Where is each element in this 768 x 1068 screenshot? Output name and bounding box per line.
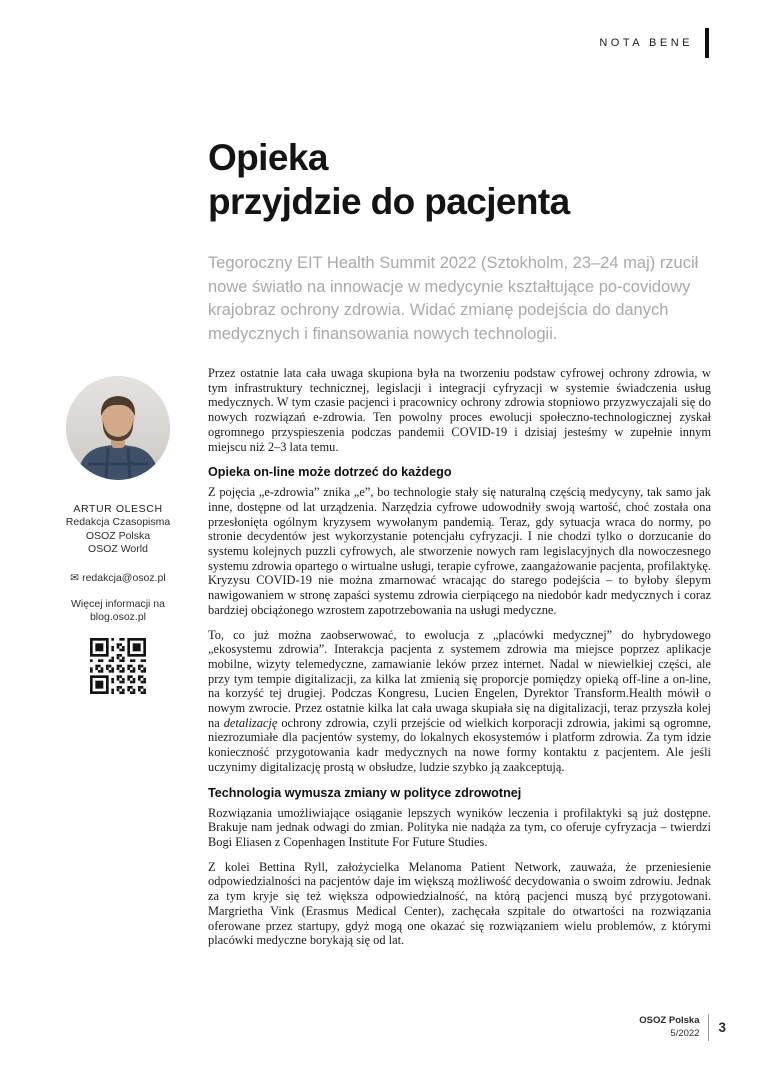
article-title-line2: przyjdzie do pacjenta (208, 181, 570, 222)
author-sidebar (40, 376, 196, 694)
page-footer (639, 1014, 726, 1041)
subheading-health-policy: Technologia wymusza zmiany w polityce zdrowotnej (208, 785, 522, 800)
paragraph-ehealth: Z pojęcia „e-zdrowia” znika „e”, bo technologie stały się naturalną częścią medycyny, tak samo jak inne, dostępne od lat urządzenia. Narzędzia cyfrowe udowodniły swoją wartość, choć została ona przesłonięta ogólnym kryzysem wywołanym pandemią. Teraz, gdy sytuacja wraca do normy, po stronie decydentów jest wykorzystanie potencjału cyfryzacji. I nie chodzi tylko o dorzucanie do systemu kolejnych puzzli cyfrowych, ale stworzenie nowych ram legislacyjnych dla nowoczesnego systemu zdrowia opartego o wirtualne usługi, terapie cyfrowe, zaangażowanie pacjenta, profilaktykę. Kryzysu COVID-19 nie można zmarnować wracając do starego podejścia – to byłoby ślepym nawigowaniem w stronę zapaści systemu zdrowia cierpiącego na niedobór kadr medycznych i coraz bardziej obciążonego wzrostem zapotrzebowania na usługi medyczne. (208, 485, 711, 617)
author-name: ARTUR OLESCH (73, 503, 163, 515)
subheading-online-care: Opieka on-line może dotrzeć do każdego (208, 465, 452, 480)
paragraph-text: ochrony zdrowia, czyli przejście od wielkich korporacji zdrowia, jakimi są ogromne, niezrozumiałe dla pacjentów systemy, do lokalnych ekosystemów i platform zdrowia. Za tym idzie konieczność przygotowania kadr medycznych na nowe formy kontaktu z pacjentem. Ale jeśli uczynimy digitalizację prostą w obsłudze, ludzie szybko ją zaakceptują. (208, 715, 712, 774)
qr-code (90, 638, 146, 694)
author-photo-illustration (66, 376, 170, 480)
envelope-icon: ✉ (70, 571, 80, 584)
article-lead: Tegoroczny EIT Health Summit 2022 (Sztokholm, 23–24 maj) rzucił nowe światło na innowacje w medycynie kształtujące po-covidowy krajobraz ochrony zdrowia. Widać zmianę podejścia do danych medycznych i finansowania nowych technologii. (208, 254, 699, 343)
footer-meta (639, 1015, 699, 1040)
article-body (208, 366, 711, 958)
author-photo (66, 376, 170, 480)
issue-number: 5/2022 (670, 1027, 700, 1039)
paragraph-ecosystem (208, 628, 711, 775)
page-number: 3 (718, 1020, 726, 1035)
paragraph-text: To, co już można zaobserwować, to ewolucja z „placówki medycznej” do hybrydowego „ekosystemu zdrowia”. Interakcja pacjenta z systemem zdrowia ma miejsce poprzez aplikacje mobilne, wizyty telemedyczne, zamawianie leków przez internet. Nadal w niewielkiej części, ale przy tym tempie digitalizacji, za kilka lat zmienią się proporcje pomiędzy opieką off-line a on-line, na korzyść tej drugiej. Podczas Kongresu, Lucien Engelen, Dyrektor Transform.Health mówił o nowym zwrocie. Przez ostatnie kilka lat cała uwaga skupiała się na digitalizacji, teraz przyszła kolej na (208, 627, 711, 730)
author-org-1: OSOZ Polska (85, 529, 151, 542)
section-label (599, 28, 709, 58)
italic-term: detalizację (223, 715, 278, 730)
magazine-name: OSOZ Polska (639, 1015, 700, 1026)
article-title-line1: Opieka (208, 137, 328, 178)
author-email-row (40, 572, 196, 584)
paragraph-intro: Przez ostatnie lata cała uwaga skupiona była na tworzeniu podstaw cyfrowej ochrony zdrowia, w tym infrastruktury technicznej, legislacji i integracji cyfryzacji w systemie świadczenia usług medycznych. W tym czasie pacjenci i pracownicy ochrony zdrowia stopniowo przyzwyczajali się do nowych rozwiązań e-zdrowia. Ten powolny proces ewolucji społeczno-technologicznej zyskał ogromnego przyspieszenia podczas pandemii COVID-19 i dzisiaj jesteśmy w zupełnie innym miejscu niż 2–3 lata temu. (208, 366, 711, 454)
footer-divider (708, 1014, 709, 1041)
more-info-text: Więcej informacji na (71, 597, 165, 610)
author-email-link[interactable]: redakcja@osoz.pl (82, 571, 166, 584)
paragraph-policy: Rozwiązania umożliwiające osiąganie lepszych wyników leczenia i profilaktyki są już dostępne. Brakuje nam jednak odwagi do zmian. Polityka nie nadąża za tym, co oferuje cyfryzacja – twierdzi Bogi Eliasen z Copenhagen Institute For Future Studies. (208, 805, 711, 849)
blog-link[interactable]: blog.osoz.pl (89, 611, 147, 623)
author-org-2: OSOZ World (88, 543, 148, 555)
author-role: Redakcja Czasopisma (65, 516, 171, 528)
section-label-bar (705, 28, 709, 58)
article-title (208, 136, 570, 224)
section-label-text: NOTA BENE (599, 37, 693, 49)
more-info (40, 598, 196, 625)
paragraph-patients: Z kolei Bettina Ryll, założycielka Melanoma Patient Network, zauważa, że przeniesienie odpowiedzialności na pacjentów daje im większą możliwość decydowania o swoim zdrowiu. Jednak za tym kryje się też większa odpowiedzialność, na którą pacjenci muszą być przygotowani. Margrietha Vink (Erasmus Medical Center), zachęcała szpitale do otwartości na rozwiązania oferowane przez startupy, gdyż mogą one okazać się rozwiązaniem wielu problemów, z którymi placówki medyczne borykają się od lat. (208, 859, 711, 948)
